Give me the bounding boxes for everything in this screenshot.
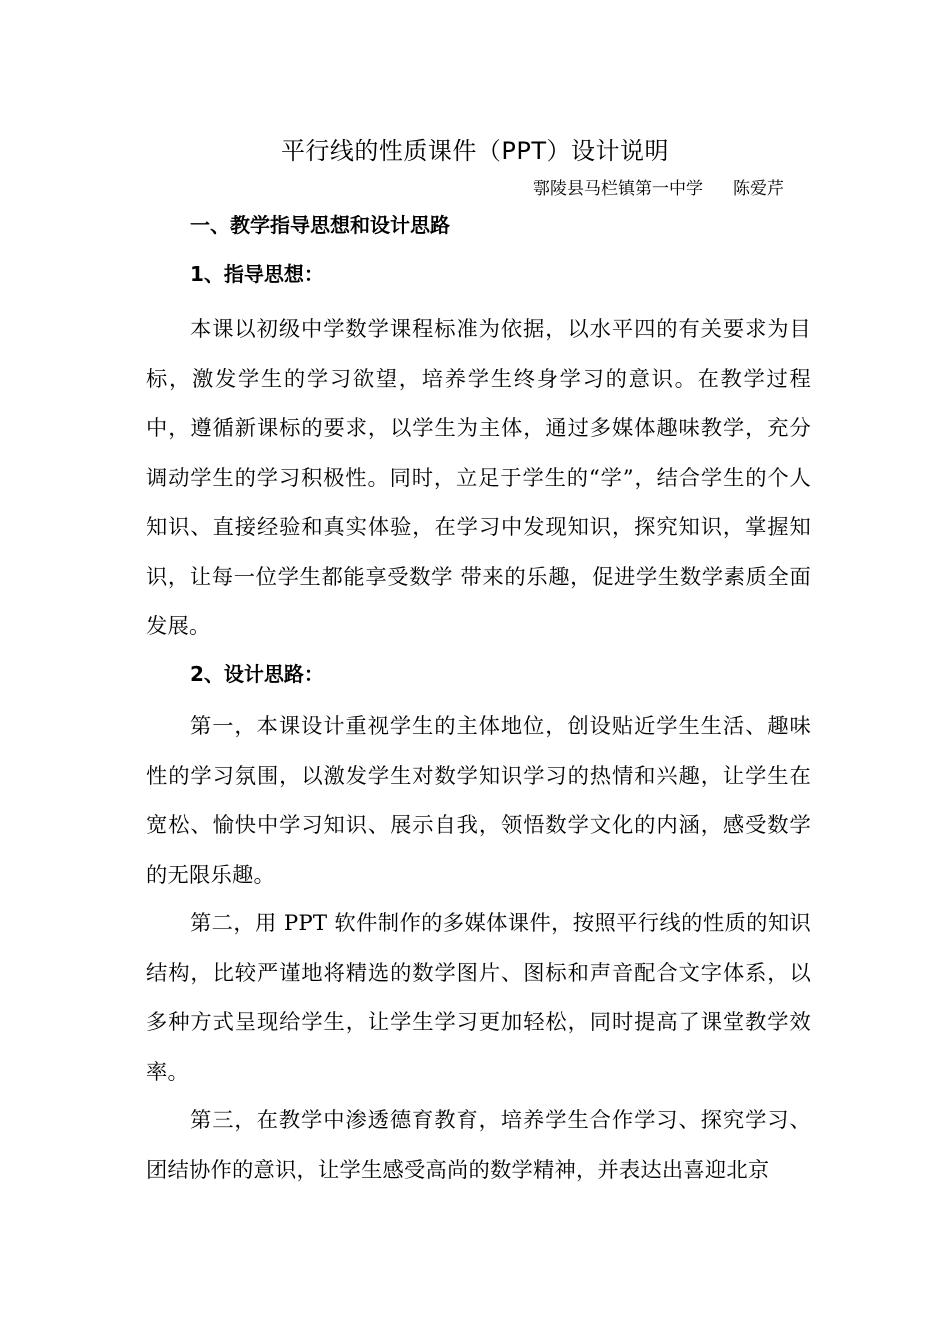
paragraph-design-first: 第一，本课设计重视学生的主体地位，创设贴近学生生活、趣味性的学习氛围，以激发学生对数学知识学习的热情和兴趣，让学生在宽松、愉快中学习知识、展示自我，领悟数学文化的内涵，感受数学的无限乐趣。 xyxy=(146,714,811,888)
subsection-heading-design-approach: 2、设计思路： xyxy=(190,662,324,686)
paragraph-design-second: 第二，用 PPT 软件制作的多媒体课件，按照平行线的性质的知识结构，比较严谨地将精选的数学图片、图标和声音配合文字体系，以多种方式呈现给学生，让学生学习更加轻松，同时提高了课堂教学效率。 xyxy=(146,911,811,1085)
paragraph-guiding-idea: 本课以初级中学数学课程标准为依据，以水平四的有关要求为目标，激发学生的学习欲望，培养学生终身学习的意识。在教学过程中，遵循新课标的要求，以学生为主体，通过多媒体趣味教学，充分调动学生的学习积极性。同时，立足于学生的“学”，结合学生的个人知识、直接经验和真实体验，在学习中发现知识，探究知识，掌握知识，让每一位学生都能享受数学 带来的乐趣，促进学生数学素质全面发展。 xyxy=(146,317,811,639)
paragraph-design-third: 第三，在教学中渗透德育教育，培养学生合作学习、探究学习、团结协作的意识，让学生感受高尚的数学精神，并表达出喜迎北京 xyxy=(146,1108,811,1183)
document-title: 平行线的性质课件（PPT）设计说明 xyxy=(280,137,670,165)
author-school: 鄠陵县马栏镇第一中学 xyxy=(533,179,703,199)
author-name: 陈爱芹 xyxy=(733,179,784,199)
section-heading-1: 一、教学指导思想和设计思路 xyxy=(190,213,450,237)
author-line xyxy=(533,176,784,202)
subsection-heading-guiding-idea: 1、指导思想： xyxy=(190,262,324,286)
